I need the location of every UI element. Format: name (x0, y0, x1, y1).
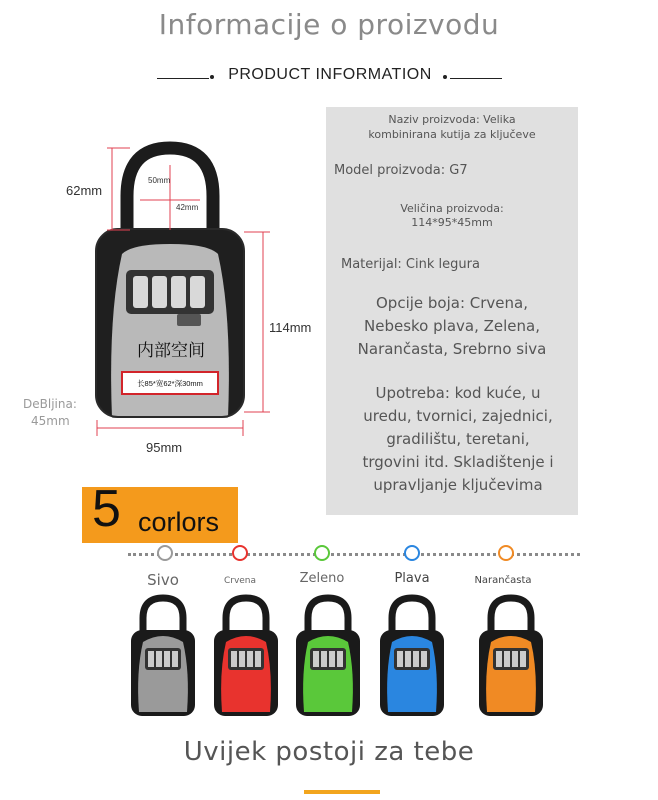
spec-usage (332, 382, 584, 497)
spec-usage-line1: Upotreba: kod kuće, u (375, 384, 541, 402)
page-subtitle: PRODUCT INFORMATION (228, 66, 432, 83)
lock-variant-blue (380, 598, 444, 716)
color-swatch-gray[interactable] (157, 545, 173, 561)
color-label-gray: Sivo (147, 571, 179, 589)
color-label-red: Crvena (223, 576, 257, 586)
lock-variant-gray (131, 598, 195, 716)
color-swatch-blue[interactable] (404, 545, 420, 561)
lock-variant-orange (479, 598, 543, 716)
colors-badge-word: corlors (138, 507, 220, 537)
spec-size-line1: Veličina proizvoda: (400, 202, 504, 215)
color-label-orange: Narančasta (474, 575, 532, 586)
lock-color-variants (0, 592, 658, 722)
dim-depth-label: DeBljina: (23, 397, 77, 411)
lock-variant-green (296, 598, 360, 716)
spec-usage-line5: upravljanje ključevima (373, 476, 543, 494)
spec-colors (326, 292, 578, 361)
spec-usage-line4: trgovini itd. Skladištenje i (362, 453, 554, 471)
inner-space-label: 内部空间 (137, 341, 205, 361)
color-swatch-red[interactable] (232, 545, 248, 561)
color-label-green: Zeleno (299, 571, 345, 586)
spec-model: Model proizvoda: G7 (334, 163, 468, 178)
inner-dims-label: 长85*宽62*深30mm (137, 379, 203, 388)
lock-variant-red (214, 598, 278, 716)
spec-name-line2: kombinirana kutija za ključeve (368, 128, 536, 141)
spec-name-line1: Naziv proizvoda: Velika (388, 113, 516, 126)
spec-material: Materijal: Cink legura (341, 257, 480, 272)
spec-usage-line3: gradilištu, teretani, (386, 430, 530, 448)
subtitle-bullet-right (443, 75, 447, 79)
dim-inner-width: 42mm (176, 203, 199, 212)
dim-shackle-height: 62mm (66, 183, 103, 198)
page-title: Informacije o proizvodu (158, 8, 500, 41)
subtitle-line-right (450, 78, 502, 79)
color-swatch-green[interactable] (314, 545, 330, 561)
release-button (177, 314, 201, 326)
spec-colors-line1: Opcije boja: Crvena, (376, 294, 528, 312)
spec-colors-line2: Nebesko plava, Zelena, (364, 317, 540, 335)
color-swatch-orange[interactable] (498, 545, 514, 561)
dim-width: 95mm (146, 440, 183, 455)
spec-colors-line3: Narančasta, Srebrno siva (357, 340, 547, 358)
dim-depth-value: 45mm (31, 414, 70, 428)
dim-body-height: 114mm (269, 320, 312, 335)
spec-usage-line2: uredu, tvornici, zajednici, (363, 407, 553, 425)
spec-size-line2: 114*95*45mm (411, 216, 493, 229)
colors-badge-number: 5 (92, 480, 121, 538)
footer-tagline: Uvijek postoji za tebe (183, 737, 475, 767)
footer-accent-bar (304, 790, 380, 794)
dim-inner-height: 50mm (148, 176, 171, 185)
color-label-blue: Plava (394, 571, 430, 586)
